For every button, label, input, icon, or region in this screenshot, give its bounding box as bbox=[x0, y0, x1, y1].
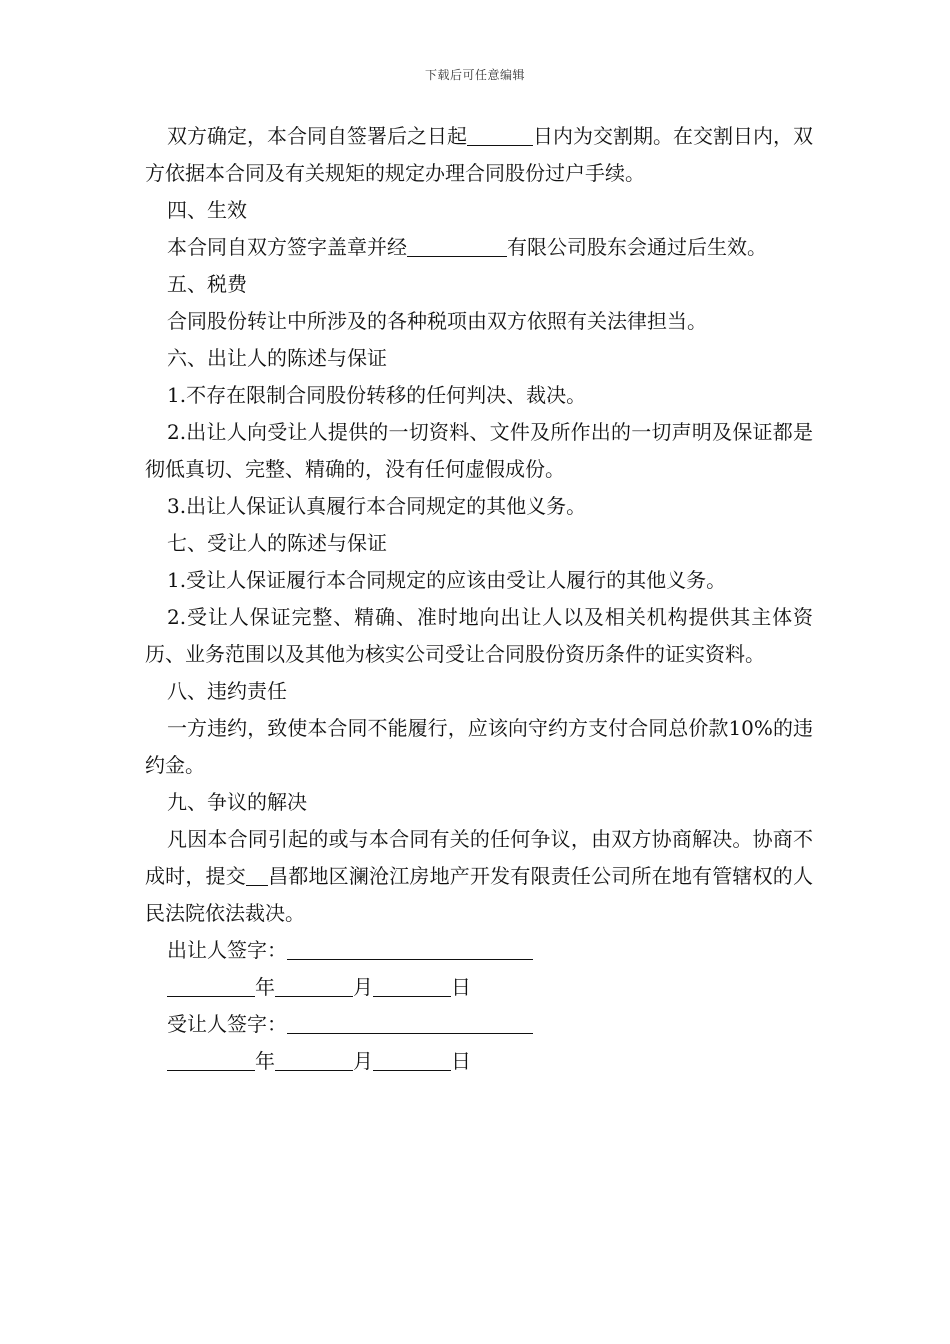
blank-month-field bbox=[275, 974, 353, 997]
text-segment: 双方确定，本合同自签署后之日起 bbox=[167, 124, 467, 148]
paragraph-buyer-2: 2.受让人保证完整、精确、准时地向出让人以及相关机构提供其主体资历、业务范围以及其他为核实公司受让合同股份资历条件的证实资料。 bbox=[145, 605, 813, 666]
year-label: 年 bbox=[255, 975, 275, 999]
seller-signature-field bbox=[287, 937, 533, 960]
blank-year-field bbox=[167, 974, 255, 997]
blank-company-field bbox=[407, 234, 507, 257]
text-segment: 昌都地区澜沧江房地产开发有限责任公司所在地有管辖权的人民法院依法裁决。 bbox=[145, 864, 813, 925]
text-segment: 有限公司股东会通过后生效。 bbox=[507, 235, 767, 259]
paragraph-seller-2: 2.出让人向受让人提供的一切资料、文件及所作出的一切声明及保证都是彻低真切、完整、精确的，没有任何虚假成份。 bbox=[145, 420, 813, 481]
heading-dispute: 九、争议的解决 bbox=[167, 790, 307, 814]
paragraph-taxes: 合同股份转让中所涉及的各种税项由双方依照有关法律担当。 bbox=[167, 309, 707, 333]
paragraph-seller-1: 1.不存在限制合同股份转移的任何判决、裁决。 bbox=[167, 383, 587, 407]
buyer-signature-line bbox=[145, 1006, 813, 1043]
blank-month-field bbox=[275, 1048, 353, 1071]
seller-date-line bbox=[145, 969, 813, 1006]
day-label: 日 bbox=[451, 1049, 471, 1073]
heading-buyer-warranty: 七、受让人的陈述与保证 bbox=[167, 531, 387, 555]
blank-year-field bbox=[167, 1048, 255, 1071]
blank-court-field bbox=[246, 863, 268, 886]
seller-signature-line bbox=[145, 932, 813, 969]
heading-effective: 四、生效 bbox=[167, 198, 247, 222]
text-segment: 凡因本合同引起的或与本合同有关的任何争议，由双方协商解决。协商不成时，提交 bbox=[145, 827, 813, 888]
year-label: 年 bbox=[255, 1049, 275, 1073]
paragraph-seller-3: 3.出让人保证认真履行本合同规定的其他义务。 bbox=[167, 494, 587, 518]
buyer-date-line bbox=[145, 1043, 813, 1080]
day-label: 日 bbox=[451, 975, 471, 999]
paragraph-effective bbox=[145, 229, 813, 266]
text-segment: 本合同自双方签字盖章并经 bbox=[167, 235, 407, 259]
paragraph-delivery-period bbox=[145, 118, 813, 192]
month-label: 月 bbox=[353, 975, 373, 999]
month-label: 月 bbox=[353, 1049, 373, 1073]
heading-liability: 八、违约责任 bbox=[167, 679, 287, 703]
heading-seller-warranty: 六、出让人的陈述与保证 bbox=[167, 346, 387, 370]
blank-days-field bbox=[467, 123, 533, 146]
heading-taxes: 五、税费 bbox=[167, 272, 247, 296]
paragraph-liability: 一方违约，致使本合同不能履行，应该向守约方支付合同总价款10%的违约金。 bbox=[145, 716, 813, 777]
text-segment: 日内为交割期。在交割日内，双方依据本合同及有关规矩的规定办理合同股份过户手续。 bbox=[145, 124, 813, 185]
blank-day-field bbox=[373, 1048, 451, 1071]
seller-signature-label: 出让人签字： bbox=[167, 938, 287, 962]
paragraph-buyer-1: 1.受让人保证履行本合同规定的应该由受让人履行的其他义务。 bbox=[167, 568, 727, 592]
buyer-signature-label: 受让人签字： bbox=[167, 1012, 287, 1036]
paragraph-dispute bbox=[145, 821, 813, 932]
page-header-note: 下载后可任意编辑 bbox=[424, 68, 525, 82]
buyer-signature-field bbox=[287, 1011, 533, 1034]
contract-body bbox=[145, 118, 813, 1080]
blank-day-field bbox=[373, 974, 451, 997]
